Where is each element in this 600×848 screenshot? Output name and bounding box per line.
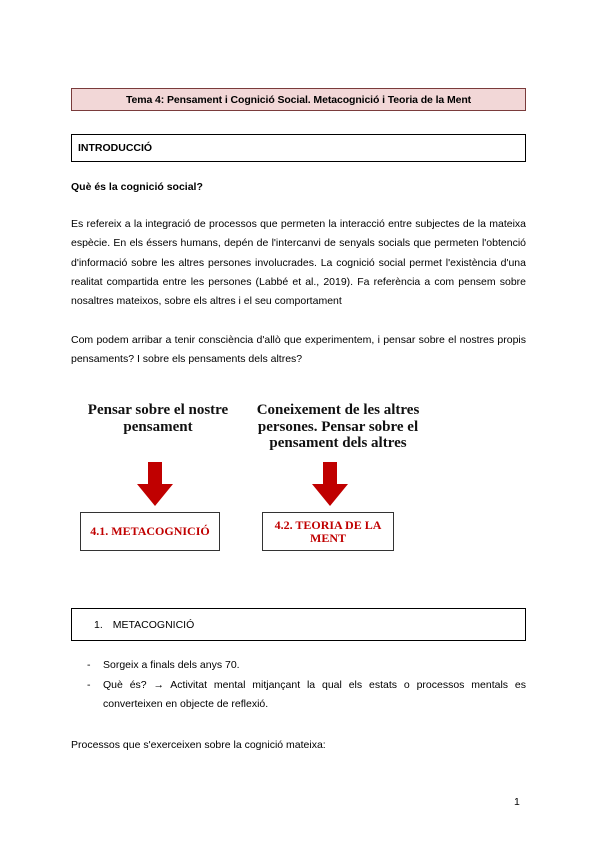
bullet-dash: -: [87, 678, 91, 691]
down-arrow-icon: [312, 462, 348, 506]
intro-section-heading: [71, 134, 526, 162]
intro-paragraph-2: Com podem arribar a tenir consciència d'allò que experimentem, i pensar sobre el nostres propis pensaments? I sobre els pensaments dels altres?: [71, 334, 526, 366]
metacognition-bullet-list: [87, 656, 526, 715]
document-title-text: Tema 4: Pensament i Cognició Social. Metacognició i Teoria de la Ment: [125, 93, 472, 106]
intro-heading-text: INTRODUCCIÓ: [78, 142, 153, 154]
section-heading-text: METACOGNICIÓ: [112, 618, 195, 631]
theory-of-mind-box-label: 4.2. TEORIA DE LA MENT: [274, 517, 382, 545]
social-cognition-question: Què és la cognició social?: [71, 181, 203, 193]
theory-of-mind-box: [262, 512, 394, 551]
bullet-text: Sorgeix a finals dels anys 70.: [103, 659, 240, 671]
intro-paragraph-1: Es refereix a la integració de processos que permeten la interacció entre subjectes de la mateixa espècie. En els éssers humans, depén de l'intercanvi de senyals socials que permeten l'obtenció d'informació sobre les altres persones involucrades. La cognició social permet l'existència d'una realitat compartida entre les persones (Labbé et al., 2019). Fa referència a com pensem sobre nosaltres mateixos, sobre els altres i el seu comportament: [71, 218, 526, 308]
metacognition-box: [80, 512, 220, 551]
bullet-text: Què és? → Activitat mental mitjançant la qual els estats o processos mentals es converteixen en objecte de reflexió.: [103, 678, 526, 710]
diagram-left-text: Pensar sobre el nostre pensament: [87, 402, 229, 435]
section-number: 1.: [94, 618, 103, 631]
metacognition-box-label: 4.1. METACOGNICIÓ: [90, 524, 210, 538]
list-item: [87, 656, 526, 676]
list-item: [87, 676, 526, 715]
metacognition-section-heading: [71, 608, 526, 641]
page-number: 1: [514, 796, 520, 808]
down-arrow-icon: [137, 462, 173, 506]
diagram-right-text: Coneixement de les altres persones. Pensar sobre el pensament dels altres: [256, 402, 420, 451]
processes-paragraph: Processos que s'exerceixen sobre la cognició mateixa:: [71, 739, 326, 751]
bullet-dash: -: [87, 659, 91, 671]
document-title: [71, 88, 526, 111]
